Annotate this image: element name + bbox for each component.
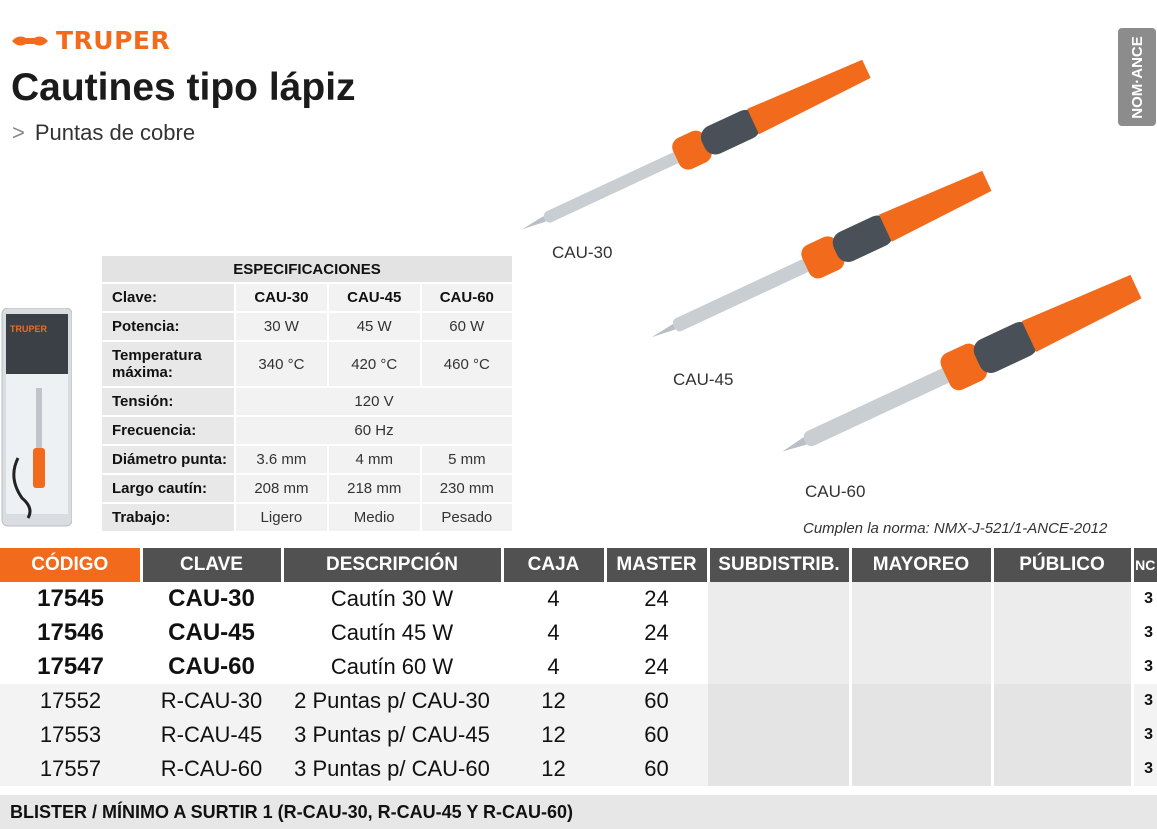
cell-subdistrib — [708, 616, 850, 650]
cell-caja: 4 — [547, 620, 560, 645]
blister-footer-note: BLISTER / MÍNIMO A SURTIR 1 (R-CAU-30, R-CAU-45 Y R-CAU-60) — [0, 795, 1157, 829]
cell-descripcion: Cautín 60 W — [330, 654, 454, 679]
col-header-nc: NC — [1132, 548, 1157, 582]
spec-label: Diámetro punta: — [102, 445, 235, 474]
cell-codigo: 17552 — [0, 684, 141, 718]
spec-row — [102, 387, 512, 416]
spec-value: CAU-45 — [328, 283, 421, 312]
product-label-cau60: CAU-60 — [805, 482, 866, 501]
cell-nc: 3 — [1144, 624, 1153, 641]
cell-mayoreo — [850, 650, 992, 684]
truper-mark-icon — [10, 30, 50, 52]
cell-subdistrib — [708, 752, 850, 786]
col-header-descripcion: DESCRIPCIÓN — [282, 548, 502, 582]
cell-subdistrib — [708, 684, 850, 718]
brand-name: TRUPER — [56, 26, 171, 55]
cell-nc: 3 — [1132, 752, 1157, 786]
cell-master: 24 — [644, 620, 669, 645]
cell-nc: 3 — [1144, 590, 1153, 607]
specs-header: ESPECIFICACIONES — [102, 256, 512, 283]
col-header-master: MASTER — [605, 548, 708, 582]
cell-subdistrib — [708, 650, 850, 684]
spec-value: 460 °C — [421, 341, 512, 387]
cell-mayoreo — [850, 582, 992, 616]
specifications-table — [102, 256, 512, 533]
spec-value: 120 V — [235, 387, 512, 416]
spec-value: 4 mm — [328, 445, 421, 474]
spec-row — [102, 474, 512, 503]
cell-caja: 12 — [502, 684, 605, 718]
table-row — [0, 752, 1157, 786]
cell-caja: 12 — [502, 752, 605, 786]
blister-package-image — [0, 308, 72, 528]
cell-mayoreo — [850, 616, 992, 650]
cell-codigo: 17546 — [37, 619, 104, 646]
spec-row — [102, 341, 512, 387]
spec-label: Clave: — [102, 283, 235, 312]
chevron-right-icon: > — [12, 120, 25, 145]
cell-nc: 3 — [1144, 658, 1153, 675]
cell-master: 24 — [644, 586, 669, 611]
spec-value: 340 °C — [235, 341, 328, 387]
cell-subdistrib — [708, 582, 850, 616]
nom-certification-badge: NOM·ANCE — [1118, 28, 1156, 126]
svg-text:TRUPER: TRUPER — [10, 324, 48, 334]
table-header-row — [0, 548, 1157, 582]
spec-value: 230 mm — [421, 474, 512, 503]
spec-row — [102, 312, 512, 341]
product-label-cau30: CAU-30 — [552, 243, 613, 262]
page-title: Cautines tipo lápiz — [11, 66, 356, 109]
cell-clave: CAU-60 — [168, 653, 255, 680]
spec-value: 218 mm — [328, 474, 421, 503]
cell-mayoreo — [850, 684, 992, 718]
cell-descripcion: 3 Puntas p/ CAU-60 — [282, 752, 502, 786]
cell-clave: R-CAU-45 — [141, 718, 282, 752]
product-label-cau45: CAU-45 — [673, 370, 734, 389]
col-header-mayoreo: MAYOREO — [850, 548, 992, 582]
spec-value: 60 W — [421, 312, 512, 341]
cell-publico — [992, 684, 1132, 718]
cell-caja: 4 — [547, 586, 560, 611]
subtitle-text: Puntas de cobre — [34, 120, 196, 145]
cell-publico — [992, 752, 1132, 786]
spec-value: 30 W — [235, 312, 328, 341]
col-header-codigo: CÓDIGO — [0, 548, 141, 582]
spec-value: 208 mm — [235, 474, 328, 503]
col-header-clave: CLAVE — [141, 548, 282, 582]
table-row — [0, 684, 1157, 718]
cell-codigo: 17545 — [37, 585, 104, 612]
spec-value: Medio — [328, 503, 421, 532]
cell-codigo: 17557 — [0, 752, 141, 786]
col-header-publico: PÚBLICO — [992, 548, 1132, 582]
spec-value: CAU-30 — [235, 283, 328, 312]
truper-logo — [10, 26, 170, 55]
spec-value: Pesado — [421, 503, 512, 532]
col-header-subdistrib: SUBDISTRIB. — [708, 548, 850, 582]
product-price-table — [0, 548, 1157, 786]
spec-value: 5 mm — [421, 445, 512, 474]
cell-mayoreo — [850, 718, 992, 752]
table-row — [0, 582, 1157, 616]
cell-mayoreo — [850, 752, 992, 786]
cell-nc: 3 — [1132, 718, 1157, 752]
table-row — [0, 718, 1157, 752]
cell-publico — [992, 718, 1132, 752]
cell-master: 60 — [605, 752, 708, 786]
cell-descripcion: 2 Puntas p/ CAU-30 — [282, 684, 502, 718]
spec-row — [102, 503, 512, 532]
cell-caja: 4 — [547, 654, 560, 679]
norma-note: Cumplen la norma: NMX-J-521/1-ANCE-2012 — [803, 520, 1108, 537]
spec-row — [102, 445, 512, 474]
spec-row — [102, 283, 512, 312]
spec-label: Frecuencia: — [102, 416, 235, 445]
cell-clave: CAU-30 — [168, 585, 255, 612]
cell-nc: 3 — [1132, 684, 1157, 718]
spec-label: Largo cautín: — [102, 474, 235, 503]
cell-publico — [992, 582, 1132, 616]
cell-descripcion: Cautín 45 W — [330, 620, 454, 645]
spec-value: 420 °C — [328, 341, 421, 387]
spec-row — [102, 416, 512, 445]
spec-value: Ligero — [235, 503, 328, 532]
cell-descripcion: Cautín 30 W — [330, 586, 454, 611]
spec-label: Temperatura máxima: — [102, 341, 235, 387]
page-subtitle — [12, 120, 195, 146]
spec-label: Trabajo: — [102, 503, 235, 532]
cell-clave: R-CAU-60 — [141, 752, 282, 786]
cell-clave: CAU-45 — [168, 619, 255, 646]
cell-codigo: 17553 — [0, 718, 141, 752]
cell-master: 24 — [644, 654, 669, 679]
cell-master: 60 — [605, 718, 708, 752]
cell-master: 60 — [605, 684, 708, 718]
table-row — [0, 616, 1157, 650]
spec-label: Potencia: — [102, 312, 235, 341]
cell-clave: R-CAU-30 — [141, 684, 282, 718]
spec-value: 3.6 mm — [235, 445, 328, 474]
cell-codigo: 17547 — [37, 653, 104, 680]
cell-descripcion: 3 Puntas p/ CAU-45 — [282, 718, 502, 752]
cell-publico — [992, 650, 1132, 684]
cell-publico — [992, 616, 1132, 650]
table-row — [0, 650, 1157, 684]
spec-value: CAU-60 — [421, 283, 512, 312]
col-header-caja: CAJA — [502, 548, 605, 582]
soldering-iron-cau60-image — [755, 235, 1155, 485]
spec-value: 60 Hz — [235, 416, 512, 445]
cell-subdistrib — [708, 718, 850, 752]
spec-value: 45 W — [328, 312, 421, 341]
cell-caja: 12 — [502, 718, 605, 752]
spec-label: Tensión: — [102, 387, 235, 416]
